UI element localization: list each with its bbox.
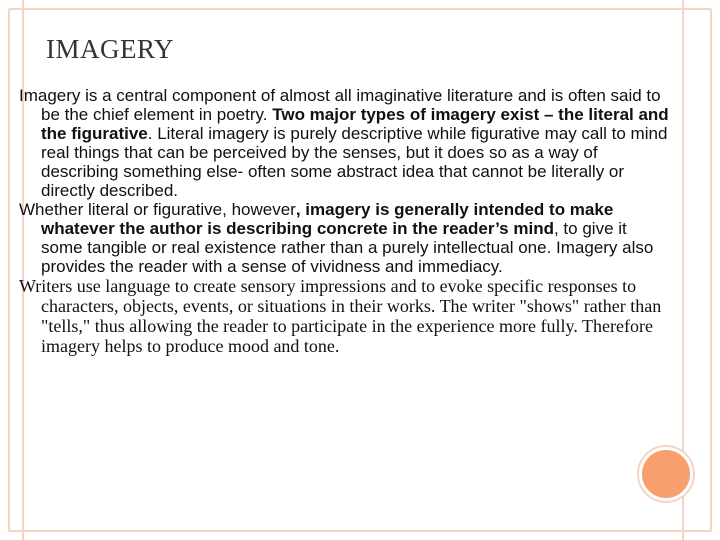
paragraph-1 xyxy=(19,86,669,200)
paragraph-3: Writers use language to create sensory impressions and to evoke specific responses to characters, objects, events, or situations in their works. The writer "shows" rather than "tells," thus allowing the reader to participate in the experience more fully. Therefore imagery helps to produce mood and tone. xyxy=(19,276,662,356)
paragraph-2-text-b: , to give it some tangible or real existence rather than a purely intellectual one. Imagery also provides the reader with a sense of vividness and immediacy. xyxy=(41,219,654,276)
slide-title: IMAGERY xyxy=(46,34,175,64)
paragraph-1-text-b: . Literal imagery is purely descriptive while figurative may call to mind real things that can be perceived by the senses, but it does so as a way of describing something else- often some abstract idea that cannot be literally or directly described. xyxy=(41,124,668,200)
paragraph-1-text-a: Imagery is a central component of almost all imaginative literature and is often said to be the chief element in poetry. xyxy=(19,86,661,124)
paragraph-2 xyxy=(19,200,669,276)
paragraph-2-bold: , imagery is generally intended to make whatever the author is describing concrete in the reader’s mind xyxy=(41,200,614,238)
slide-body xyxy=(19,86,669,356)
paragraph-1-bold: Two major types of imagery exist – the literal and the figurative xyxy=(41,105,669,143)
accent-circle xyxy=(639,447,693,501)
paragraph-2-text-a: Whether literal or figurative, however xyxy=(19,200,296,219)
